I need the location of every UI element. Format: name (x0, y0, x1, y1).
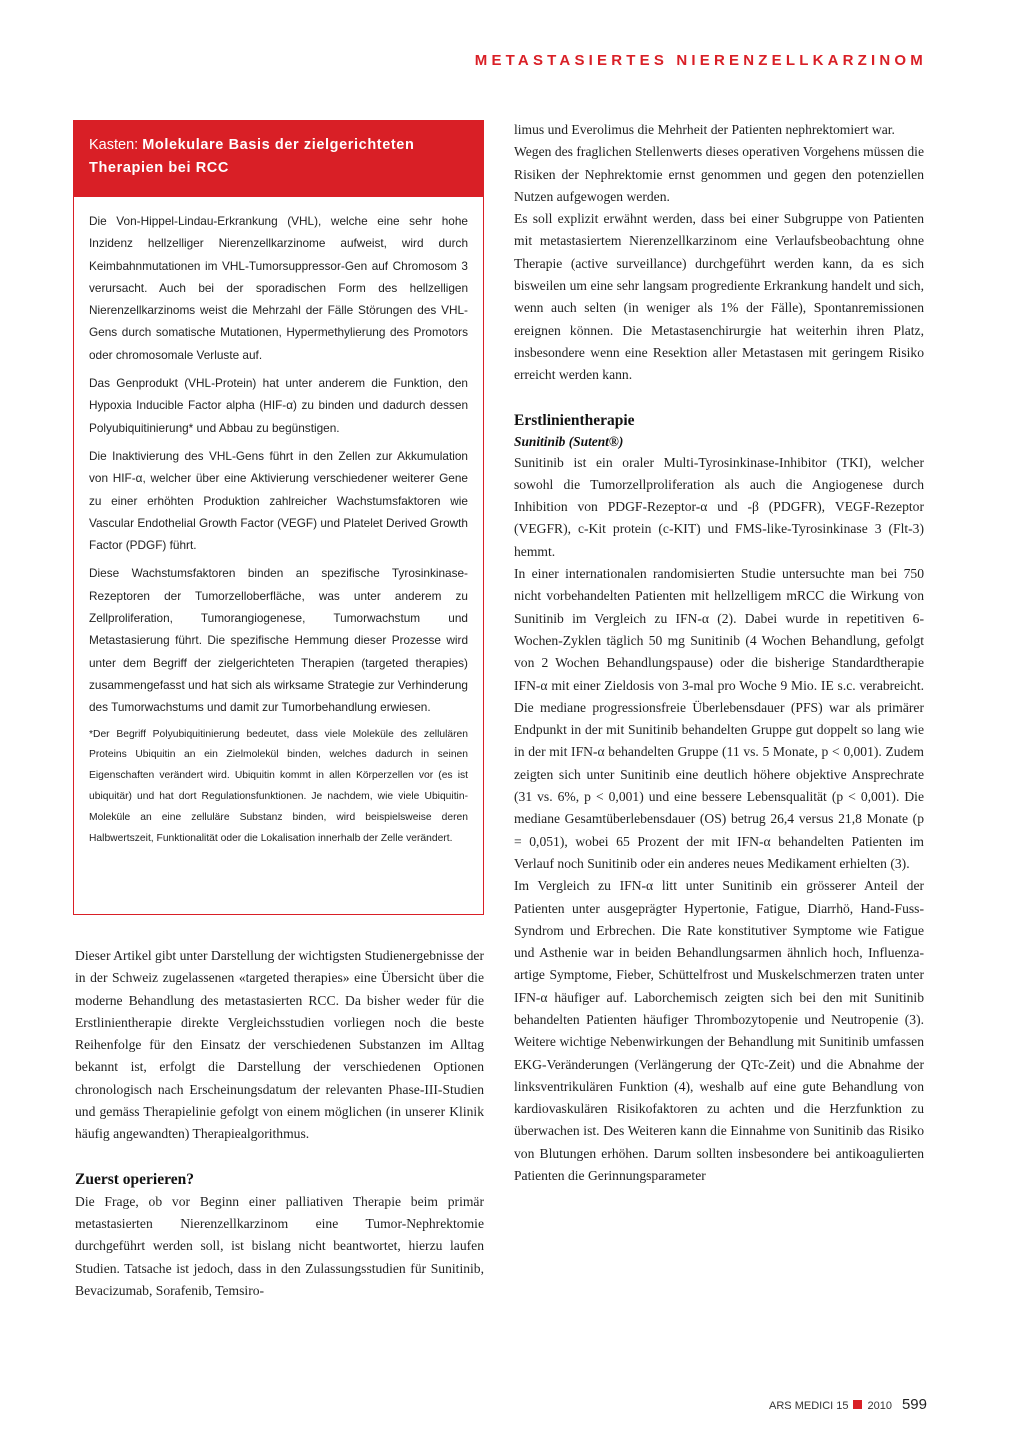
body-paragraph: Sunitinib ist ein oraler Multi-Tyrosinkinase-Inhibitor (TKI), welcher sowohl die Tumorzellproliferation als auch die Angiogenese durch Inhibition von PDGF-Rezeptor-α und -β (PDGFR), VEGF-Rezeptor (VEGFR), c-Kit protein (c-KIT) und FMS-like-Tyrosinkinase 3 (Flt-3) hemmt. (514, 454, 924, 559)
section-heading-first-line: Erstlinientherapie (514, 411, 635, 429)
info-box-body (74, 197, 483, 849)
body-paragraph: Es soll explizit erwähnt werden, dass bei einer Subgruppe von Patienten mit metastasiertem Nierenzellkarzinom eine Verlaufsbeobachtung ohne Therapie (active surveillance) durchgeführt werden kann, da es sich bisweilen um eine sehr langsam progrediente Erkrankung handelt und sich, wenn auch selten (in weniger als 1% der Fälle), Spontanremissionen ereignen können. Die Metastasenchirurgie hat weiterhin ihren Platz, insbesondere wenn eine Resektion aller Metastasen mit geringem Risiko erreicht werden kann. (514, 211, 924, 383)
info-box-title: Molekulare Basis der zielgerichteten Therapien bei RCC (89, 137, 415, 176)
intro-paragraph: Dieser Artikel gibt unter Darstellung der wichtigsten Studienergebnisse der in der Schweiz zugelassenen «targeted therapies» eine Übersicht über die moderne Behandlung des metastasierten RCC. Da bisher weder für die Erstlinientherapie direkte Vergleichsstudien vorliegen noch die beste Reihenfolge für den Einsatz der verschiedenen Substanzen im Alltag bekannt ist, erfolgt die Darstellung der verschiedenen Optionen chronologisch nach Erscheinungsdatum der relevanten Phase-III-Studien und gemäss Therapielinie gefolgt von einem möglichen (in unserer Klinik häufig angewandten) Therapiealgorithmus. (75, 948, 484, 1142)
info-box-paragraph: Diese Wachstumsfaktoren binden an spezifische Tyrosinkinase-Rezeptoren der Tumorzelloberfläche, was unter anderem zu Zellproliferation, Tumorangiogenese, Tumorwachstum und Metastasierung führt. Die spezifische Hemmung dieser Prozesse wird unter dem Begriff der zielgerichteten Therapien (targeted therapies) zusammengefasst und hat sich als wirksame Strategie zur Verhinderung des Tumorwachstums und damit zur Tumorbehandlung erwiesen. (89, 566, 468, 715)
body-paragraph: In einer internationalen randomisierten Studie untersuchte man bei 750 nicht vorbehandelten Patienten mit hellzelligem mRCC die Wirkung von Sunitinib im Vergleich zu IFN-α (2). Dabei wurde in repetitiven 6-Wochen-Zyklen täglich 50 mg Sunitinib (4 Wochen Behandlung, gefolgt von 2 Wochen Behandlungspause) oder die bisherige Standardtherapie IFN-α mit einer Zieldosis von 3-mal pro Woche 9 Mio. IE s.c. verabreicht. Die mediane progressionsfreie Überlebensdauer (PFS) war als primärer Endpunkt in der mit Sunitinib behandelten Gruppe gut doppelt so lang wie in der mit IFN-α behandelten Gruppe (11 vs. 5 Monate, p < 0,001). Zudem zeigten sich unter Sunitinib eine deutlich höhere objektive Ansprechrate (31 vs. 6%, p < 0,001) und eine bessere Lebensqualität (p < 0,001). Die mediane Gesamtüberlebensdauer (OS) betrug 26,4 versus 21,8 Monate (p = 0,051), wobei 65 Prozent der mit IFN-α behandelten Patienten im Verlauf noch Sunitinib oder ein anderes neues Medikament erhielten (3). (514, 566, 924, 871)
right-column (514, 119, 924, 1187)
body-paragraph: Wegen des fraglichen Stellenwerts dieses operativen Vorgehens müssen die Risiken der Nephrektomie ernst genommen und gegen den potenziellen Nutzen aufgewogen werden. (514, 144, 924, 204)
body-paragraph: limus und Everolimus die Mehrheit der Patienten nephrektomiert war. (514, 122, 895, 137)
info-box-tag: Kasten: (89, 137, 139, 153)
surgery-paragraph: Die Frage, ob vor Beginn einer palliativen Therapie beim primär metastasierten Nierenzellkarzinom eine Tumor-Nephrektomie durchgeführt werden soll, ist bislang nicht beantwortet, hierzu laufen Studien. Tatsache ist jedoch, dass in den Zulassungsstudien für Sunitinib, Bevacizumab, Sorafenib, Temsiro- (75, 1193, 484, 1298)
info-box-header (74, 121, 483, 197)
body-paragraph: Im Vergleich zu IFN-α litt unter Sunitinib ein grösserer Anteil der Patienten unter ausgeprägter Hypertonie, Fatigue, Diarrhö, Hand-Fuss-Syndrom und Erbrechen. Die Rate konstitutiver Symptome wie Fatigue und Asthenie war in beiden Behandlungsarmen ähnlich hoch, Influenza-artige Symptome, Fieber, Schüttelfrost und Muskelschmerzen traten unter IFN-α häufiger auf. Laborchemisch zeigten sich bei den mit Sunitinib behandelten Patienten häufiger Thrombozytopenie und Neutropenie (3). Weitere wichtige Nebenwirkungen der Behandlung mit Sunitinib umfassen EKG-Veränderungen (Verlängerung der QTc-Zeit) und die Abnahme der linksventrikulären Funktion (4), weshalb auf eine gute Behandlung von kardiovaskulären Risikofaktoren zu achten und die Herzfunktion zu überwachen ist. Des Weiteren kann die Einnahme von Sunitinib das Risiko von Blutungen erhöhen. Darum sollten insbesondere bei antikoagulierten Patienten die Gerinnungsparameter (514, 878, 924, 1184)
page-number: 599 (901, 1396, 927, 1413)
info-box (73, 120, 484, 915)
left-column (75, 945, 484, 1302)
info-box-paragraph: Das Genprodukt (VHL-Protein) hat unter anderem die Funktion, den Hypoxia Inducible Factor alpha (HIF-α) zu binden und dadurch dessen Polyubiquitinierung* und Abbau zu begünstigen. (89, 376, 468, 435)
running-head: METASTASIERTES NIERENZELLKARZINOM (474, 52, 927, 69)
info-box-paragraph: Die Von-Hippel-Lindau-Erkrankung (VHL), welche eine sehr hohe Inzidenz hellzelliger Nierenzellkarzinome aufweist, wird durch Keimbahnmutationen im VHL-Tumorsuppressor-Gen auf Chromosom 3 verursacht. Auch bei der sporadischen Form des hellzelligen Nierenzellkarzinoms weist die Mehrzahl der Fälle Störungen des VHL-Gens durch somatische Mutationen, Hypermethylierung des Promotors oder chromosomale Verluste auf. (89, 214, 468, 362)
drug-subheading: Sunitinib (Sutent®) (514, 433, 624, 449)
info-box-footnote: *Der Begriff Polyubiquitinierung bedeutet, dass viele Moleküle des zellulären Proteins Ubiquitin an ein Zielmolekül binden, welches dadurch in seinen Eigenschaften verändert wird. Ubiquitin kommt in allen Körperzellen vor (es ist ubiquitär) und hat dort Regulationsfunktionen. Je nachdem, wie viele Ubiquitin-Moleküle an eine zelluläre Substanz binden, wird beispielsweise deren Halbwertszeit, Funktionalität oder die Lokalisation innerhalb der Zelle verändert. (89, 728, 468, 844)
section-heading-surgery: Zuerst operieren? (75, 1170, 194, 1188)
journal-year: 2010 (867, 1400, 892, 1412)
journal-name: ARS MEDICI 15 (769, 1400, 849, 1412)
square-icon (853, 1400, 862, 1409)
info-box-paragraph: Die Inaktivierung des VHL-Gens führt in den Zellen zur Akkumulation von HIF-α, welcher über eine Aktivierung verschiedener weiterer Gene zu einer erhöhten Produktion zahlreicher Wachstumsfaktoren wie Vascular Endothelial Growth Factor (VEGF) und Platelet Derived Growth Factor (PDGF) führt. (89, 448, 468, 553)
page-footer (769, 1396, 927, 1413)
